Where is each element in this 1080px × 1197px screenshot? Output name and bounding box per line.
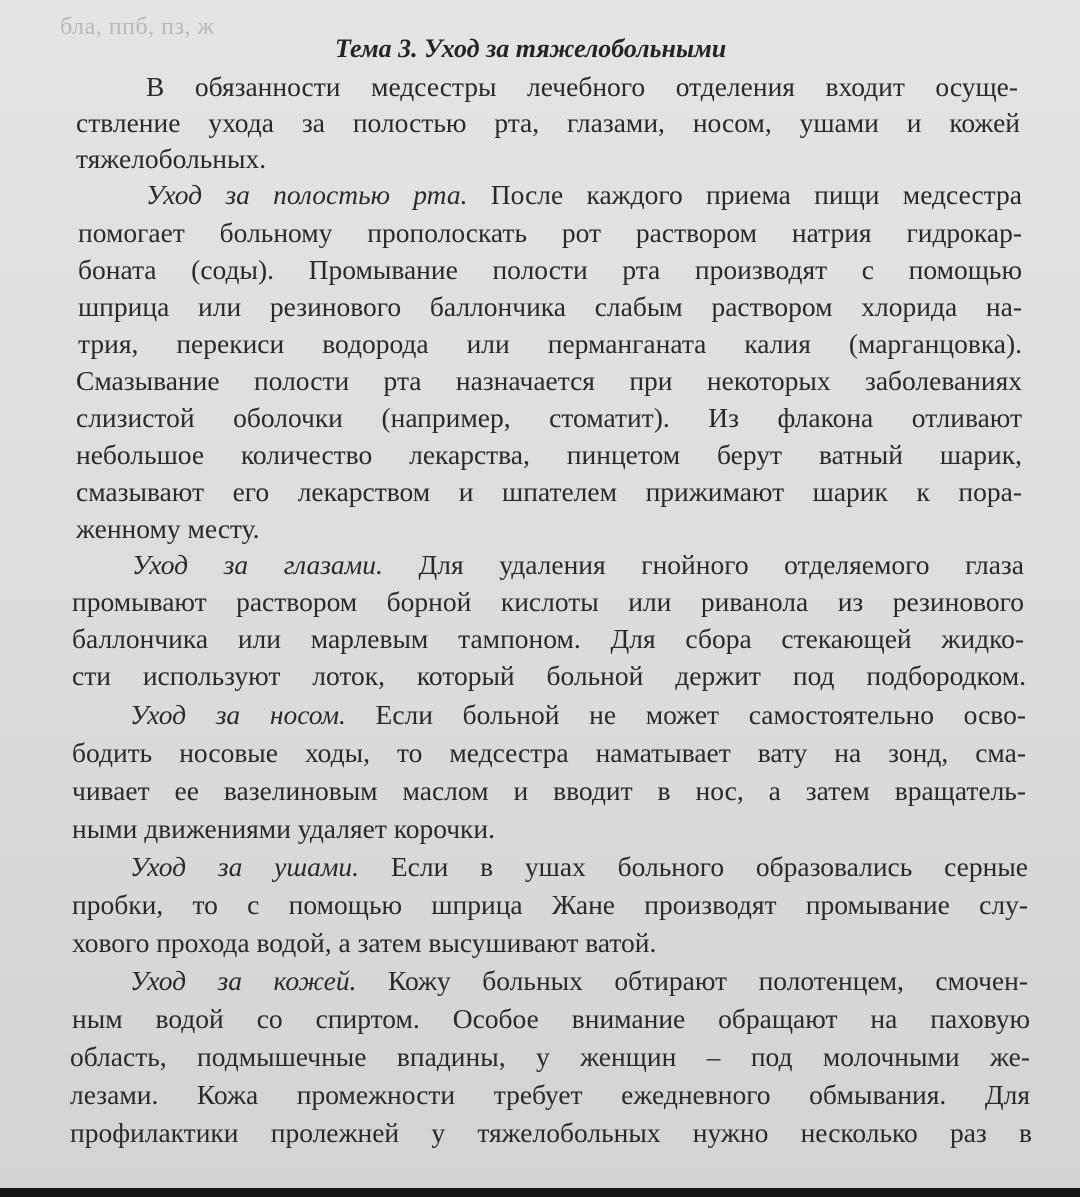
text-line: промывают раствором борной кислоты или риванола из резинового bbox=[72, 586, 1024, 617]
text-line: пробки, то с помощью шприца Жане производят промывание слу- bbox=[72, 889, 1028, 920]
text-line: Уход за полостью рта. После каждого приема пищи медсестра bbox=[146, 179, 1022, 210]
section-heading: Уход за носом. bbox=[130, 699, 346, 730]
text-line: слизистой оболочки (например, стоматит). Из флакона отливают bbox=[76, 402, 1022, 433]
text-line: тяжелобольных. bbox=[76, 143, 267, 174]
section-heading: Уход за кожей. bbox=[130, 965, 357, 996]
text-line: женному месту. bbox=[76, 513, 260, 544]
text-line: помогает больному прополоскать рот раствором натрия гидрокар- bbox=[78, 217, 1022, 248]
page-title: Тема 3. Уход за тяжелобольными bbox=[335, 34, 727, 63]
text-line: область, подмышечные впадины, у женщин – под молочными же- bbox=[70, 1041, 1030, 1072]
text-line: ным водой со спиртом. Особое внимание обращают на паховую bbox=[72, 1003, 1030, 1034]
text-line: хового прохода водой, а затем высушивают ватой. bbox=[72, 927, 657, 958]
text-line: профилактики пролежней у тяжелобольных нужно несколько раз в bbox=[70, 1117, 1032, 1148]
text-line: боната (соды). Промывание полости рта производят с помощью bbox=[78, 254, 1022, 285]
section-heading: Уход за глазами. bbox=[132, 549, 383, 580]
text-line: лезами. Кожа промежности требует ежедневного обмывания. Для bbox=[70, 1079, 1030, 1110]
text-line: Уход за глазами. Для удаления гнойного отделяемого глаза bbox=[132, 549, 1024, 580]
text-line: В обязанности медсестры лечебного отделения входит осуще- bbox=[146, 71, 1018, 102]
section-heading: Уход за ушами. bbox=[130, 851, 360, 882]
text-line: шприца или резинового баллончика слабым раствором хлорида на- bbox=[78, 291, 1022, 322]
text-line: смазывают его лекарством и шпателем прижимают шарик к пора- bbox=[76, 476, 1022, 507]
text-line: баллончика или марлевым тампоном. Для сбора стекающей жидко- bbox=[72, 623, 1024, 654]
section-heading: Уход за полостью рта. bbox=[146, 179, 468, 210]
text-line: сти используют лоток, который больной держит под подбородком. bbox=[72, 660, 1026, 691]
text-line: ствление ухода за полостью рта, глазами, носом, ушами и кожей bbox=[76, 107, 1020, 138]
text-line: трия, перекиси водорода или перманганата калия (марганцовка). bbox=[78, 328, 1022, 359]
text-line: небольшое количество лекарства, пинцетом берут ватный шарик, bbox=[76, 439, 1022, 470]
photo-bottom-edge bbox=[0, 1188, 1080, 1197]
text-line: Уход за носом. Если больной не может самостоятельно осво- bbox=[130, 699, 1026, 730]
text-line: бодить носовые ходы, то медсестра наматывает вату на зонд, сма- bbox=[72, 737, 1026, 768]
text-line: ными движениями удаляет корочки. bbox=[72, 813, 496, 844]
bleed-through-text: бла, ппб, пз, ж bbox=[60, 14, 215, 40]
text-line: Уход за кожей. Кожу больных обтирают полотенцем, смочен- bbox=[130, 965, 1028, 996]
text-line: чивает ее вазелиновым маслом и вводит в нос, а затем вращатель- bbox=[72, 775, 1026, 806]
text-line: Смазывание полости рта назначается при некоторых заболеваниях bbox=[76, 365, 1022, 396]
text-line: Уход за ушами. Если в ушах больного образовались серные bbox=[130, 851, 1029, 882]
